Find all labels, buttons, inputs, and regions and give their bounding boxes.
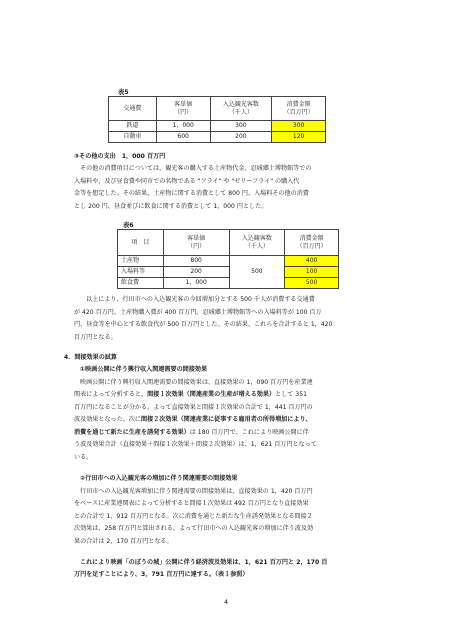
sub2-line: 果の合計は 2，170 百万円となる。 — [74, 538, 173, 545]
table6-header-cell: 消費金額 （百万円） — [285, 230, 339, 256]
table6-header-cell: 客単価 （円） — [163, 230, 229, 256]
table6-cell: 土産物 — [118, 256, 164, 267]
table5-header-cell: 客単価 （円） — [156, 97, 210, 121]
table6-cell: 800 — [163, 256, 229, 267]
table6-cell: 200 — [163, 267, 229, 278]
table6-cell: 飲食費 — [118, 278, 164, 289]
sub1-emphasis: 間接２次効果（関連産業に従事する雇用者の所得増加により、 — [141, 416, 312, 423]
summary-line: 円、昼食等を中心とする飲食代が 500 百万円とした。その結果、これらを合計すると 1，420 — [74, 321, 333, 328]
sub1-text: として 351 — [275, 391, 307, 398]
table5-header-cell: 入込観光客数 （千人） — [210, 97, 272, 121]
summary-line: が 420 百万円、土産物購入費が 400 百万円、忍城郷土博物館等への入場料等が 100 百万 — [74, 309, 322, 316]
table6-merged-cell: 500 — [229, 256, 285, 289]
conclusion-line: 万円を足すことにより、3，791 百万円に達する。（表１参照） — [74, 571, 249, 578]
table5-cell: 600 — [156, 132, 210, 143]
page-number: 4 — [224, 598, 229, 606]
table6-cell: 入場料等 — [118, 267, 164, 278]
table5-cell: 鉄道 — [109, 121, 157, 132]
conclusion-line: これにより映画「のぼうの城」公開に伴う経済波及効果は、1，621 百万円と 2，170 百 — [80, 559, 328, 566]
section4-sub1-heading: ①映画公開に伴う興行収入関連需要の間接効果 — [80, 366, 208, 373]
sub2-line: 次効果は、258 百万円と算出される。よって行田市への入込観光客の増加に伴う波及効 — [74, 525, 314, 532]
table5 — [108, 96, 326, 143]
sub1-emphasis: 消費を通じて新たに生産を誘発する効果） — [74, 429, 190, 436]
sub1-text: いる。 — [74, 454, 93, 461]
section3-line: 入場料や、及び昼食費や同市での名物である "フライ" や "ゼリーフライ" の購入代 — [74, 178, 300, 185]
table6-cell: 500 — [285, 278, 339, 289]
sub1-emphasis: 間接１次効果（関連産業の生産が増える効果） — [147, 391, 276, 398]
table6 — [117, 229, 339, 289]
table5-header-cell: 消費金額 （百万円） — [272, 97, 326, 121]
table-row — [118, 278, 339, 289]
sub1-line — [74, 452, 92, 465]
section3-line: その他の消費項目については、観光客の購入する土産物代金、忍城郷土博物館等での — [80, 165, 312, 172]
table5-cell: 1，000 — [156, 121, 210, 132]
section4-heading: 4．間接効果の試算 — [64, 354, 117, 361]
sub1-text: は 180 百万円で、これにより映画公開に伴 — [189, 429, 309, 436]
section3-line: とし 200 円、昼食並びに飲食に関する消費として 1，000 円とした。 — [74, 203, 268, 210]
sub1-line — [74, 389, 307, 402]
table5-label: 表5 — [118, 89, 129, 96]
sub2-line: 行田市への入込観光客増加に伴う関連需要の間接効果は、直接効果の 1，420 百万円 — [80, 488, 313, 495]
table5-cell: 300 — [210, 121, 272, 132]
section4-sub2-heading: ②行田市への入込観光客の増加に伴う関連需要の間接効果 — [80, 475, 238, 482]
table6-label: 表6 — [123, 222, 134, 229]
table5-cell: 200 — [210, 132, 272, 143]
table6-cell: 1，000 — [163, 278, 229, 289]
sub1-line — [74, 414, 312, 427]
sub2-line: をベースに産業連関表によって分析すると間接１次効果は 492 百万円となり直接効果 — [74, 500, 309, 507]
table6-cell: 100 — [285, 267, 339, 278]
sub1-text: 波及効果となった。次に — [74, 416, 142, 423]
table6-header-cell: 入込観客数 （千人） — [229, 230, 285, 256]
table5-cell: 300 — [272, 121, 326, 132]
sub1-line — [74, 402, 313, 415]
table5-cell: 自動車 — [109, 132, 157, 143]
table-row — [109, 132, 326, 143]
sub1-text: 映画公開に伴う興行収入関連需要の間接効果は、直接効果の 1，090 百万円を産業連 — [80, 379, 313, 386]
sub1-text: 関表によって分析すると、 — [74, 391, 148, 398]
summary-line: 以上により、行田市への入込観光客の今回増加分とする 500 千人が消費する交通費 — [86, 296, 315, 303]
table5-header-cell: 交通費 — [109, 97, 157, 121]
sub1-text: 百万円になることが分かる。よって直接効果と間接１次効果の合計で 1，441 百万円の — [74, 404, 313, 411]
section3-line: 金等を想定した。その結果、土産物に関する消費として 800 円、入場料その他の消費 — [74, 190, 309, 197]
summary-line: 百万円となる。 — [74, 334, 117, 341]
table5-cell: 120 — [272, 132, 326, 143]
table6-header-cell: 項 目 — [118, 230, 164, 256]
sub1-line — [74, 427, 309, 440]
sub1-text: う波及効果合計（直接効果＋間接１次効果＋間接２次効果）は、1，621 百万円となって — [74, 441, 317, 448]
sub2-line: との合計で 1，912 百万円となる。次に消費を通じた新たな生産誘発効果となる間接２ — [74, 513, 313, 520]
sub1-line — [80, 377, 313, 390]
table-row — [118, 267, 339, 278]
table-row — [109, 121, 326, 132]
section3-heading: ③その他の支出 1，000 百万円 — [74, 153, 166, 160]
table-row — [118, 256, 339, 267]
sub1-line — [74, 439, 317, 452]
table6-cell: 400 — [285, 256, 339, 267]
